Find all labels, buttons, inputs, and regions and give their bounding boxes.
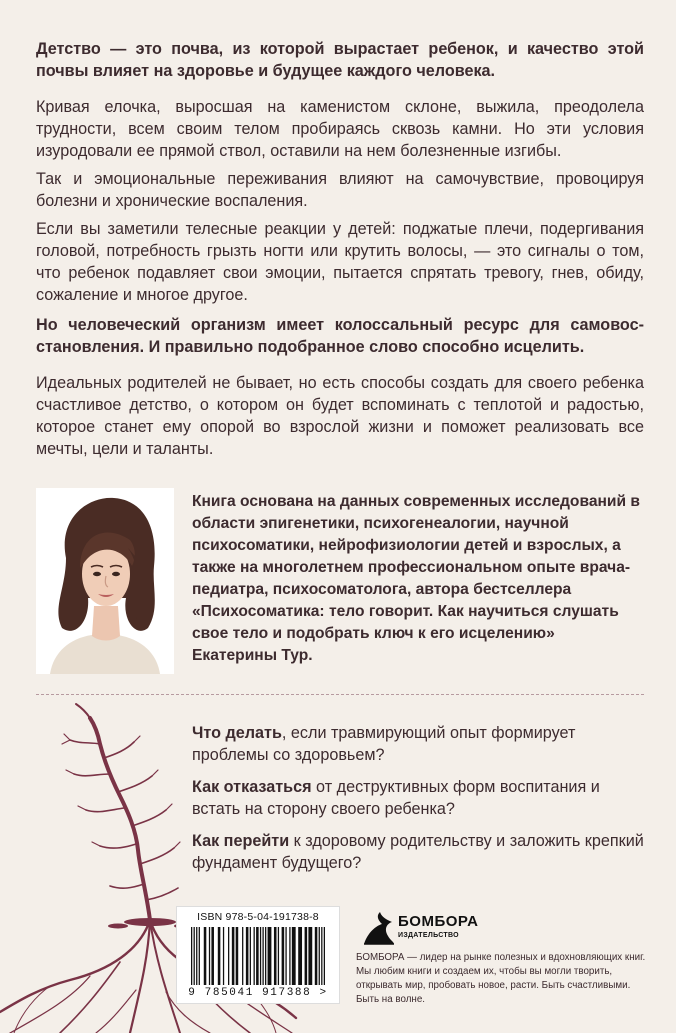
barcode-bar <box>324 927 325 985</box>
paragraph-crooked-tree: Кривая елочка, выросшая на каменистом склоне, выжила, преодолела трудности, всем своим телом пробираясь сквозь камни. Но эти условия изуродовали ее прямой ствол, оставили на нем болезненные изгибы. <box>36 98 644 160</box>
barcode-bar <box>211 927 214 985</box>
barcode-bar <box>218 927 221 985</box>
barcode-bar <box>265 927 266 985</box>
barcode-number: 9 785041 917388 > <box>188 987 328 999</box>
barcode-bar <box>250 927 251 985</box>
paragraph-body-reactions: Если вы заметили телесные реакции у детей: поджатые плечи, подергивания головой, потребность грызть ногти или крутить волосы, — это сигналы о том, что ребенок подавляет свои эмоции, пытается спрятать тревогу, гнев, обиду, сожаление и многое другое. <box>36 220 644 304</box>
question-how-to-move <box>192 830 644 874</box>
barcode-bar <box>209 927 210 985</box>
question-lead: Как отказаться <box>192 778 312 796</box>
bombora-wave-logo-icon <box>362 910 396 946</box>
barcode-bar <box>242 927 243 985</box>
question-text: к здоровому родительству и заложить крепкий фундамент будущего? <box>192 832 644 872</box>
barcode-bar <box>308 927 312 985</box>
barcode-bar <box>194 927 195 985</box>
question-text: , если травмирующий опыт формирует проблемы со здоровьем? <box>192 724 576 764</box>
barcode-box <box>176 906 340 1004</box>
barcode-bar <box>305 927 308 985</box>
publisher-description: БОМБОРА — лидер на рынке полезных и вдохновляющих книг. Мы любим книги и создаем их, чтобы вы могли творить, открывать мир, пробовать новое, расти. Быть счастливыми. Быть на волне. <box>356 952 646 1005</box>
publisher-name: БОМБОРА <box>398 913 479 930</box>
barcode-bar <box>191 927 192 985</box>
question-lead: Как перейти <box>192 832 290 850</box>
barcode-bar <box>256 927 259 985</box>
author-portrait <box>36 488 174 674</box>
barcode-bar <box>285 927 286 985</box>
question-what-to-do <box>192 722 644 766</box>
barcode-bar <box>236 927 239 985</box>
barcode-bar <box>246 927 249 985</box>
barcode-bar <box>260 927 261 985</box>
publisher-subtitle: ИЗДАТЕЛЬСТВО <box>398 932 459 939</box>
author-bio: Книга основана на данных современных исследований в области эпигенетики, психогенеалогии, научной психосоматики, нейрофизиологии детей и взрослых, а также на многолетнем профессиональном опыте врача-педиатра, психосоматолога, автора бестселлера «Психосоматика: тело говорит. Как научиться слушать свое тело и подобрать ключ к его исцелению» Екатерины Тур. <box>192 493 641 664</box>
barcode-bar <box>232 927 235 985</box>
question-text: от деструктивных форм воспитания и встать на сторону своего ребенка? <box>192 778 600 818</box>
barcode-bar <box>278 927 279 985</box>
barcode-bar <box>262 927 263 985</box>
barcode-bar <box>228 927 229 985</box>
paragraph-emotions: Так и эмоциональные переживания влияют на самочувствие, провоцируя болезни и хронические воспаления. <box>36 170 644 210</box>
author-photo <box>36 488 174 674</box>
isbn-label: ISBN 978-5-04-191738-8 <box>197 911 319 923</box>
barcode-bar <box>268 927 272 985</box>
barcode-bar <box>289 927 290 985</box>
barcode-bar <box>254 927 255 985</box>
paragraph-ideal-parents: Идеальных родителей не бывает, но есть способы создать для своего ребенка счастливое детство, о котором он будет вспоминать с теплотой и радостью, которое станет ему опорой во взрослой жизни и поможет реализовать все мечты, цели и таланты. <box>36 374 644 458</box>
barcode-bar <box>321 927 322 985</box>
barcode-bar <box>223 927 224 985</box>
intro-paragraph: Детство — это почва, из которой вырастает ребенок, и качество этой почвы влияет на здоровье и будущее каждого человека. <box>36 40 644 80</box>
barcode-bar <box>196 927 197 985</box>
barcode-bar <box>274 927 277 985</box>
barcode-bar <box>204 927 207 985</box>
barcode-bar <box>199 927 200 985</box>
barcode-bar <box>292 927 296 985</box>
barcode-bar <box>282 927 285 985</box>
section-divider <box>36 694 644 695</box>
barcode-bar <box>319 927 320 985</box>
barcode-bar <box>298 927 302 985</box>
paragraph-self-healing: Но человеческий организм имеет колоссальный ресурс для самовосстановления. И правильно подобранное слово способно исцелить. <box>36 316 644 356</box>
question-how-to-refuse <box>192 776 644 820</box>
barcode-bar <box>315 927 318 985</box>
barcode-bars <box>191 927 325 985</box>
question-lead: Что делать <box>192 724 282 742</box>
